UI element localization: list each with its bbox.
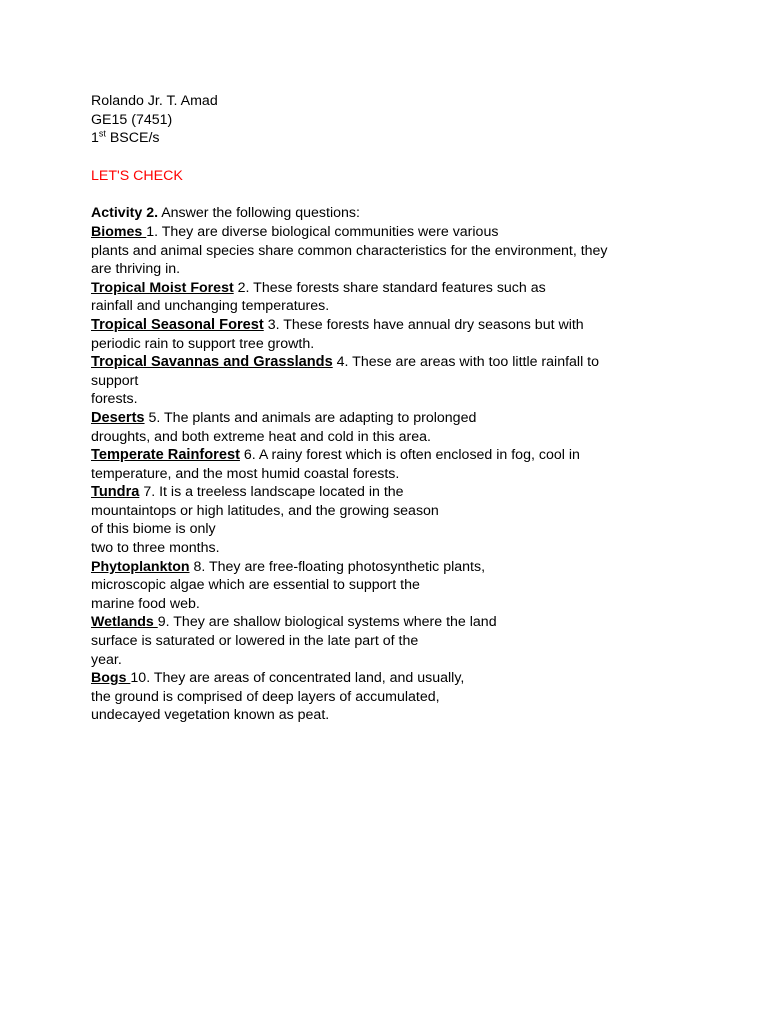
answer-text: 8. They are free-floating photosynthetic plants, bbox=[189, 558, 486, 575]
answer-text: of this biome is only bbox=[91, 521, 216, 538]
activity-instruction: Answer the following questions: bbox=[158, 205, 360, 222]
answer-term: Phytoplankton bbox=[91, 558, 190, 575]
answer-text: rainfall and unchanging temperatures. bbox=[91, 298, 330, 315]
answer-term: Tundra bbox=[91, 484, 140, 501]
answer-term: Tropical Moist Forest bbox=[91, 279, 234, 296]
answer-term: Tropical Seasonal Forest bbox=[91, 316, 264, 333]
activity-heading bbox=[91, 204, 691, 223]
answer-term: Tropical Savannas and Grasslands bbox=[91, 354, 333, 371]
answer-item bbox=[91, 279, 691, 316]
answer-text: undecayed vegetation known as peat. bbox=[91, 707, 330, 724]
answer-text: droughts, and both extreme heat and cold in this area. bbox=[91, 428, 431, 445]
student-name: Rolando Jr. T. Amad bbox=[91, 93, 218, 109]
answer-term: Temperate Rainforest bbox=[91, 447, 240, 464]
section-title: LET'S CHECK bbox=[91, 167, 183, 184]
year-section bbox=[91, 129, 691, 148]
course-code: GE15 (7451) bbox=[91, 111, 173, 128]
answer-text: 9. They are shallow biological systems where the land bbox=[157, 614, 497, 631]
answer-item bbox=[91, 446, 691, 483]
answer-text: 6. A rainy forest which is often enclosed in fog, cool in bbox=[239, 447, 580, 464]
year-suffix: st bbox=[98, 128, 106, 139]
answer-text: year. bbox=[91, 651, 122, 668]
answer-term: Deserts bbox=[91, 409, 145, 426]
answer-item bbox=[91, 669, 691, 725]
answer-term: Wetlands bbox=[91, 614, 158, 631]
answer-text: 3. These forests have annual dry seasons but with bbox=[263, 316, 584, 333]
answer-text: mountaintops or high latitudes, and the growing season bbox=[91, 502, 439, 519]
answer-text: 7. It is a treeless landscape located in the bbox=[139, 484, 404, 501]
answer-item bbox=[91, 613, 691, 669]
answer-text: 2. These forests share standard features such as bbox=[233, 279, 546, 296]
answer-text: microscopic algae which are essential to support the bbox=[91, 577, 420, 594]
answer-item bbox=[91, 353, 691, 409]
answer-term: Bogs bbox=[91, 670, 131, 687]
year-number: 1 bbox=[91, 130, 99, 147]
answer-text: plants and animal species share common characteristics for the environment, they bbox=[91, 242, 608, 259]
activity-label: Activity 2. bbox=[91, 205, 159, 222]
answer-text: 10. They are areas of concentrated land, and usually, bbox=[130, 670, 465, 687]
answer-text: marine food web. bbox=[91, 595, 200, 612]
answer-text: forests. bbox=[91, 391, 138, 408]
answer-text: temperature, and the most humid coastal forests. bbox=[91, 465, 400, 482]
answer-text: 4. These are areas with too little rainfall to bbox=[332, 354, 600, 371]
answer-text: 5. The plants and animals are adapting to prolonged bbox=[144, 409, 477, 426]
answer-text: support bbox=[91, 372, 139, 389]
answer-term: Biomes bbox=[91, 223, 147, 240]
answer-text: surface is saturated or lowered in the late part of the bbox=[91, 633, 419, 650]
answer-item bbox=[91, 223, 691, 279]
answer-text: two to three months. bbox=[91, 540, 220, 557]
answer-text: are thriving in. bbox=[91, 261, 181, 278]
program: BSCE/s bbox=[105, 130, 160, 147]
answer-text: 1. They are diverse biological communities were various bbox=[146, 223, 499, 240]
answer-item bbox=[91, 316, 691, 353]
document-page bbox=[91, 92, 691, 725]
answer-text: periodic rain to support tree growth. bbox=[91, 335, 315, 352]
answer-item bbox=[91, 409, 691, 446]
answer-text: the ground is comprised of deep layers of accumulated, bbox=[91, 688, 440, 705]
answer-item bbox=[91, 483, 691, 557]
answer-item bbox=[91, 558, 691, 614]
